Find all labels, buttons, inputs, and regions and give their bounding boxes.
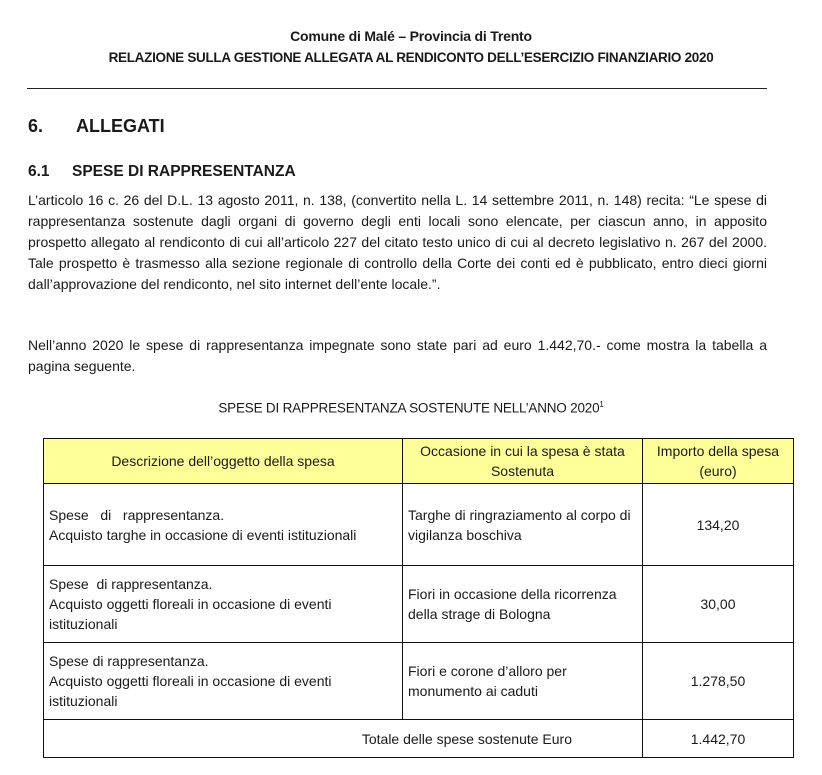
header-divider <box>27 88 767 89</box>
description-line2: Acquisto oggetti floreali in occasione di eventi istituzionali <box>49 673 332 709</box>
cell-occasion: Fiori e corone d’alloro per monumento ai caduti <box>403 643 643 720</box>
cell-amount: 134,20 <box>643 484 794 566</box>
total-amount: 1.442,70 <box>643 720 794 758</box>
total-label: Totale delle spese sostenute Euro <box>44 720 643 758</box>
subsection-heading <box>28 163 296 181</box>
document-header-municipality: Comune di Malé – Provincia di Trento <box>290 28 532 44</box>
expenses-table <box>43 438 794 758</box>
column-header-amount: Importo della spesa (euro) <box>643 439 794 484</box>
subsection-title: SPESE DI RAPPRESENTANZA <box>72 163 296 180</box>
description-line1: Spese di rappresentanza. <box>49 506 225 523</box>
cell-description <box>44 484 403 566</box>
table-row <box>44 566 794 643</box>
cell-description <box>44 643 403 720</box>
table-caption-text: SPESE DI RAPPRESENTANZA SOSTENUTE NELL’ANNO 2020 <box>218 400 600 416</box>
summary-paragraph: Nell’anno 2020 le spese di rappresentanza impegnate sono state pari ad euro 1.442,70.- come mostra la tabella a pagina seguente. <box>28 337 767 374</box>
section-heading <box>28 116 165 137</box>
description-line1: Spese di rappresentanza. <box>49 653 209 669</box>
document-header-report-title: RELAZIONE SULLA GESTIONE ALLEGATA AL RENDICONTO DELL’ESERCIZIO FINANZIARIO 2020 <box>108 50 714 65</box>
table-caption <box>0 400 822 416</box>
legal-quote-paragraph: L’articolo 16 c. 26 del D.L. 13 agosto 2011, n. 138, (convertito nella L. 14 settembre 2011, n. 148) recita: “Le spese di rappresentanza sostenute dagli organi di governo degli enti locali sono elencate, per ciascun anno, in apposito prospetto allegato al rendiconto di cui all’articolo 227 del citato testo unico di cui al decreto legislativo n. 267 del 2000. Tale prospetto è trasmesso alla sezione regionale di controllo della Corte dei conti ed è pubblicato, entro dieci giorni dall’approvazione del rendiconto, nel sito internet dell’ente locale.”. <box>28 192 767 292</box>
cell-amount: 30,00 <box>643 566 794 643</box>
section-number: 6. <box>28 116 44 136</box>
table-header-row <box>44 439 794 484</box>
description-line1: Spese di rappresentanza. <box>49 576 213 592</box>
column-header-occasion: Occasione in cui la spesa è stata Sostenuta <box>403 439 643 484</box>
cell-description <box>44 566 403 643</box>
subsection-number: 6.1 <box>28 163 50 180</box>
description-line2: Acquisto oggetti floreali in occasione di eventi istituzionali <box>49 596 332 632</box>
cell-occasion: Fiori in occasione della ricorrenza della strage di Bologna <box>403 566 643 643</box>
table-total-row <box>44 720 794 758</box>
column-header-description: Descrizione dell’oggetto della spesa <box>44 439 403 484</box>
table-row <box>44 484 794 566</box>
cell-amount: 1.278,50 <box>643 643 794 720</box>
cell-occasion: Targhe di ringraziamento al corpo di vigilanza boschiva <box>403 484 643 566</box>
description-line2: Acquisto targhe in occasione di eventi istituzionali <box>49 526 357 543</box>
section-title: ALLEGATI <box>76 116 165 136</box>
table-row <box>44 643 794 720</box>
footnote-marker: 1 <box>599 400 604 409</box>
